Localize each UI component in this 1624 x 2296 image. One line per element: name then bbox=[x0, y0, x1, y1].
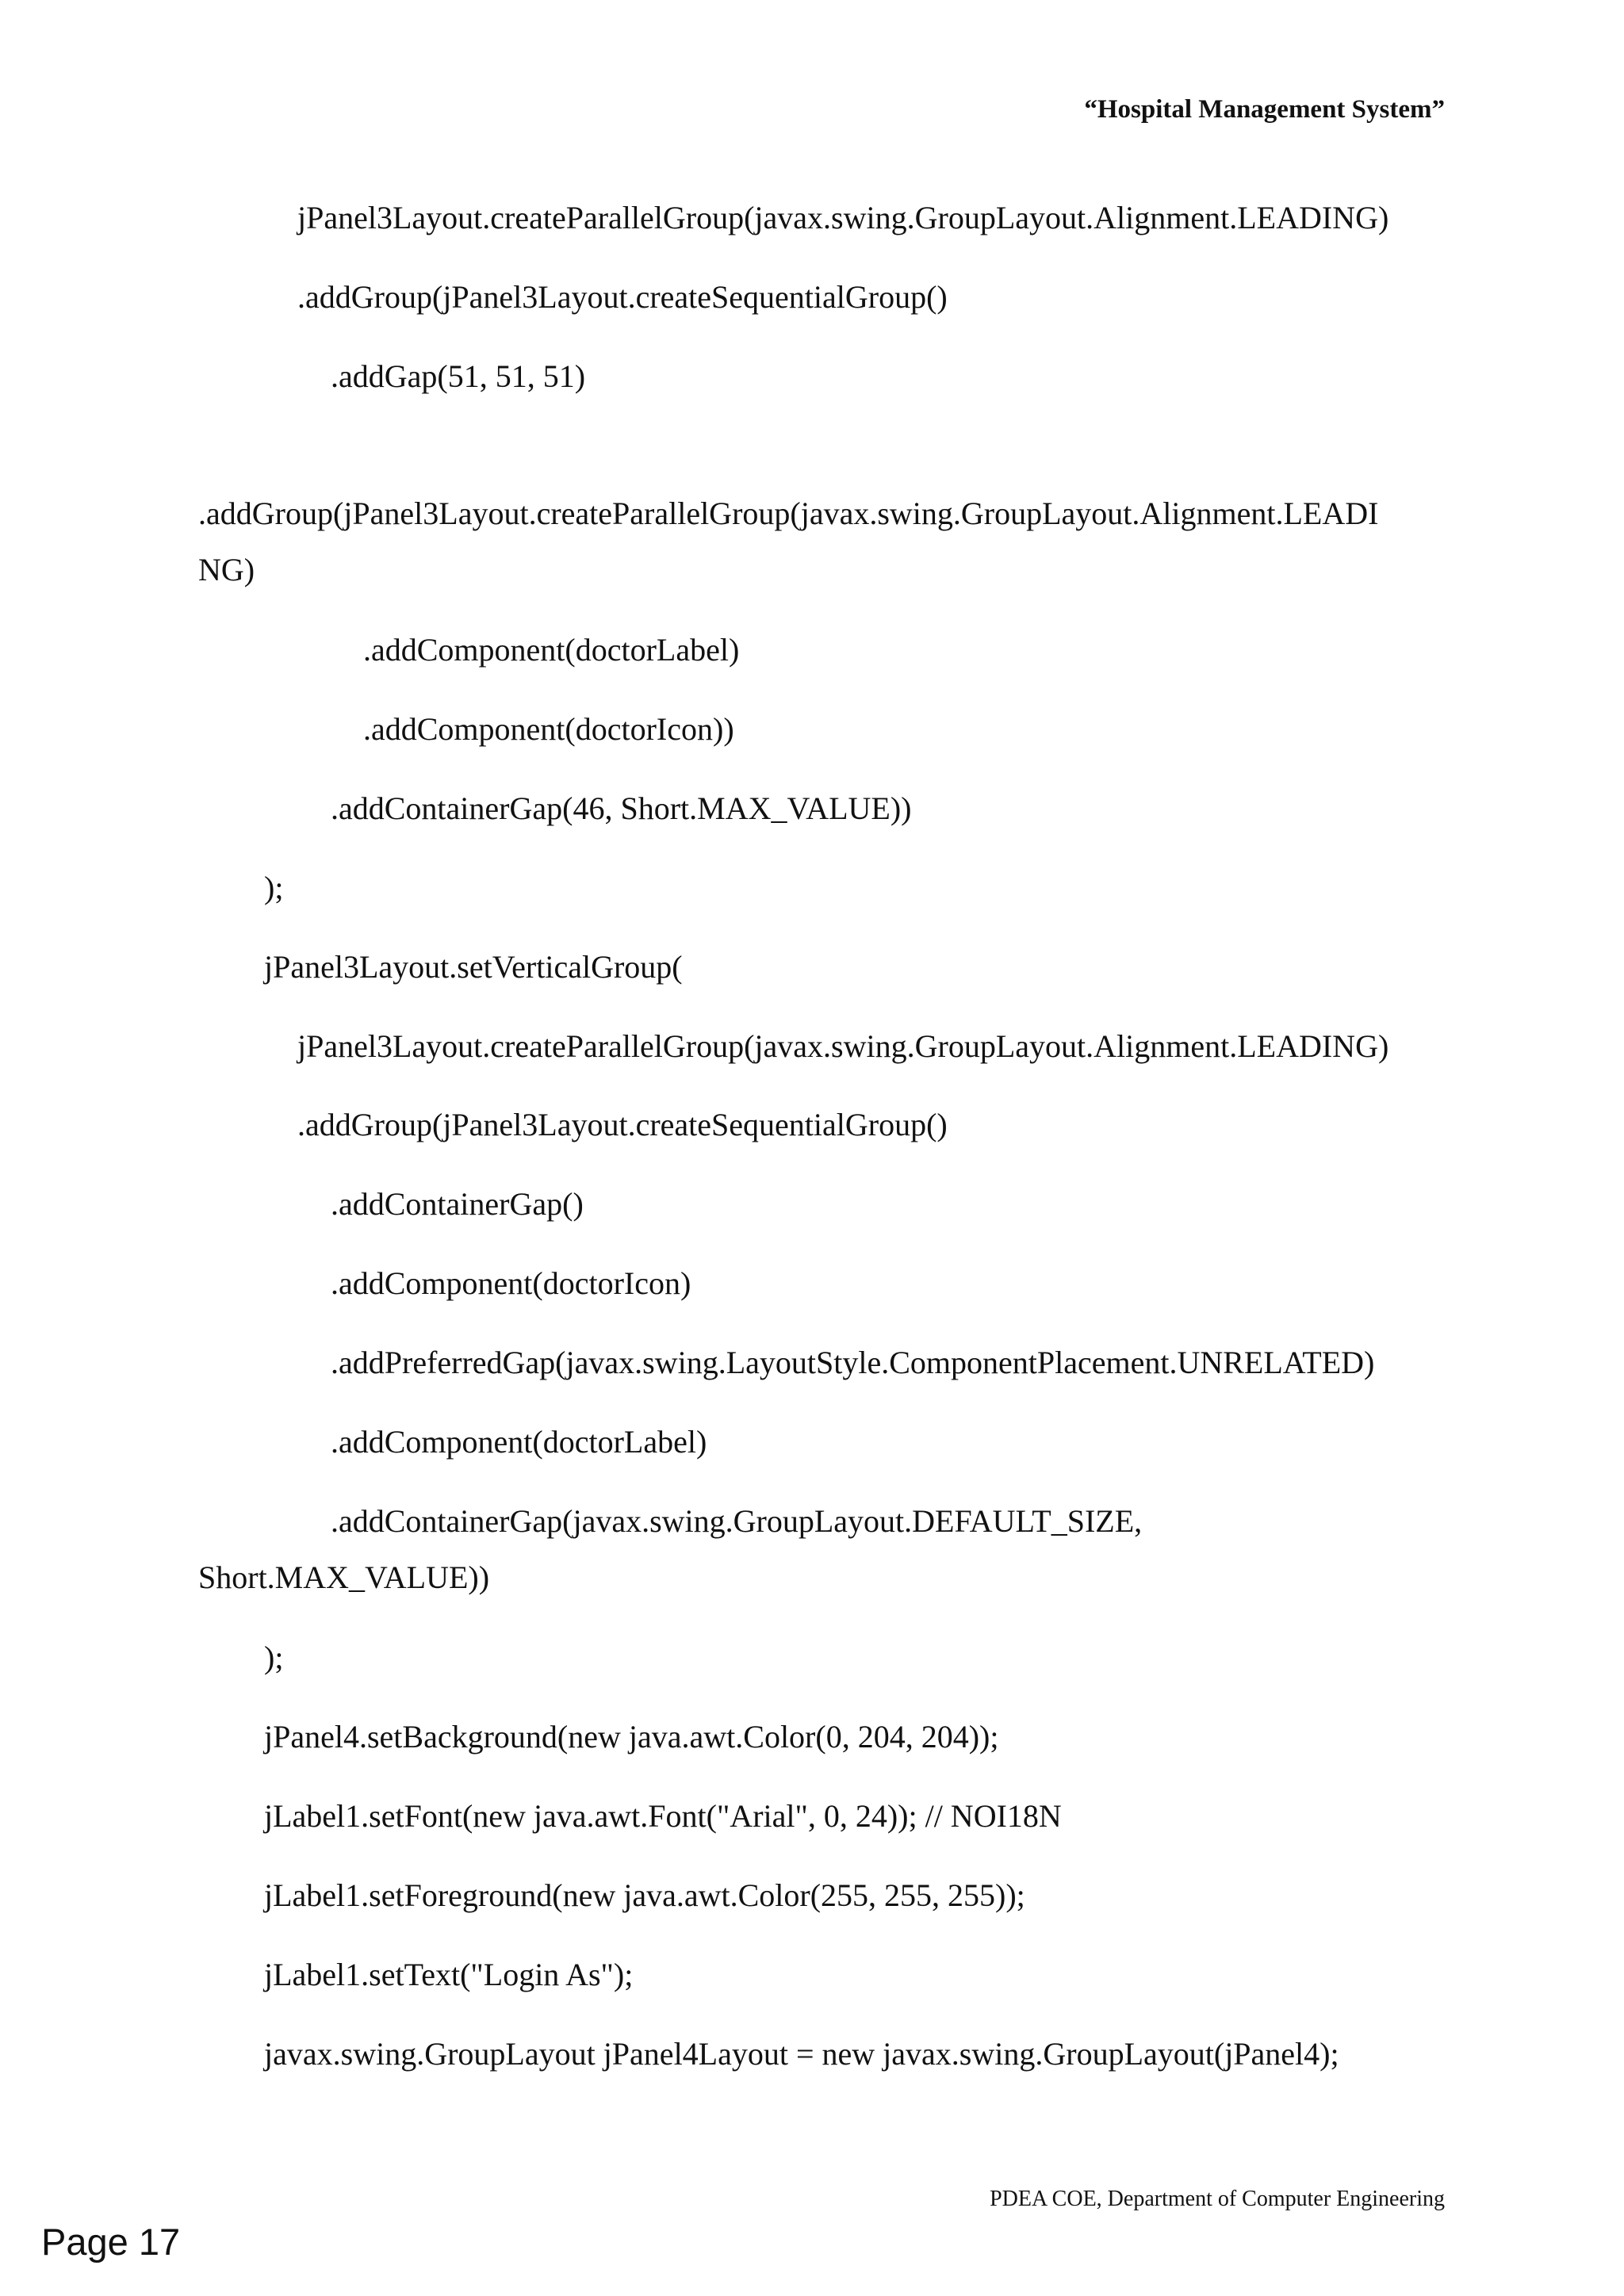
code-line: NG) bbox=[198, 552, 255, 587]
code-line: jPanel3Layout.createParallelGroup(javax.swing.GroupLayout.Alignment.LEADING) bbox=[297, 200, 1389, 235]
code-line: .addContainerGap(javax.swing.GroupLayout.DEFAULT_SIZE, bbox=[331, 1503, 1143, 1539]
code-line: ); bbox=[264, 1640, 284, 1675]
code-line: ); bbox=[264, 870, 284, 905]
code-line: .addComponent(doctorLabel) bbox=[331, 1424, 707, 1460]
code-line: .addGroup(jPanel3Layout.createSequentialGroup() bbox=[297, 279, 948, 315]
code-line: javax.swing.GroupLayout jPanel4Layout = new javax.swing.GroupLayout(jPanel4); bbox=[264, 2036, 1339, 2072]
page-header-title: “Hospital Management System” bbox=[1084, 95, 1445, 124]
code-line: Short.MAX_VALUE)) bbox=[198, 1559, 490, 1595]
code-line: .addContainerGap(46, Short.MAX_VALUE)) bbox=[331, 790, 912, 826]
code-line: .addGap(51, 51, 51) bbox=[331, 358, 586, 394]
code-line: jPanel4.setBackground(new java.awt.Color(0, 204, 204)); bbox=[264, 1719, 999, 1755]
code-line: jLabel1.setFont(new java.awt.Font("Arial", 0, 24)); // NOI18N bbox=[264, 1798, 1062, 1834]
code-line: .addGroup(jPanel3Layout.createParallelGroup(javax.swing.GroupLayout.Alignment.LEADI bbox=[198, 496, 1379, 531]
code-line: jPanel3Layout.setVerticalGroup( bbox=[264, 949, 683, 985]
page-number: Page 17 bbox=[41, 2221, 181, 2263]
code-line: .addComponent(doctorIcon) bbox=[331, 1265, 691, 1301]
code-line: jPanel3Layout.createParallelGroup(javax.swing.GroupLayout.Alignment.LEADING) bbox=[297, 1028, 1389, 1064]
code-line: .addComponent(doctorLabel) bbox=[363, 632, 740, 668]
code-line: .addContainerGap() bbox=[331, 1186, 584, 1222]
code-line: .addPreferredGap(javax.swing.LayoutStyle.ComponentPlacement.UNRELATED) bbox=[331, 1345, 1375, 1380]
code-line: .addGroup(jPanel3Layout.createSequentialGroup() bbox=[297, 1107, 948, 1142]
footer-department: PDEA COE, Department of Computer Engineering bbox=[990, 2187, 1445, 2211]
code-line: jLabel1.setText("Login As"); bbox=[264, 1957, 634, 1992]
code-line: .addComponent(doctorIcon)) bbox=[363, 711, 734, 747]
code-line: jLabel1.setForeground(new java.awt.Color(255, 255, 255)); bbox=[264, 1877, 1025, 1913]
